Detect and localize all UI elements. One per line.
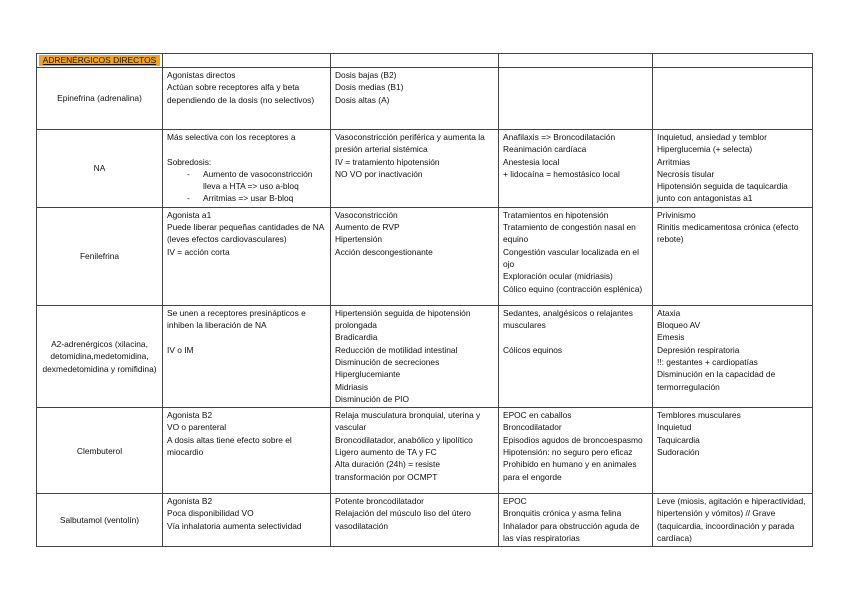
cell-line: Disminución de secreciones — [335, 356, 440, 367]
cell-line: EPOC — [503, 496, 527, 507]
cell-line: Agonistas directos — [167, 70, 236, 80]
cell-line: Relajación del músculo liso del útero vasodilatación — [335, 508, 471, 531]
cell-line: Privinismo — [657, 209, 696, 220]
cell-line: Tratamientos en hipotensión — [503, 209, 609, 220]
drug-name-cell — [37, 494, 163, 547]
adrenergic-drugs-table — [36, 53, 813, 547]
cell-line: Hipertensión — [335, 234, 383, 245]
effects-cell — [331, 68, 499, 130]
cell-line: Acción descongestionante — [335, 246, 433, 257]
cell-line: Anestesia local — [503, 156, 560, 167]
cell-line: Puede liberar pequeñas cantidades de NA (leves efectos cardiovasculares) — [167, 222, 324, 245]
effects-cell — [331, 305, 499, 407]
cell-line: Inquietud — [657, 422, 692, 433]
table-row — [37, 494, 813, 547]
cell-line: Ataxia — [657, 307, 681, 318]
cell-line: Hiperglucemiante — [335, 369, 401, 380]
cell-line: Vía inhalatoria aumenta selectividad — [167, 520, 302, 531]
drug-name-cell — [37, 408, 163, 494]
cell-line: Sedantes, analgésicos o relajantes musculares — [503, 307, 633, 331]
cell-line: Vasoconstricción — [335, 209, 398, 220]
mechanism-cell — [163, 130, 331, 208]
cell-line: !!: gestantes + cardiopatías — [657, 356, 758, 367]
cell-line: Hipertensión seguida de hipotensión prolongada — [335, 307, 471, 331]
adverse-effects-cell — [653, 207, 813, 305]
cell-line: Depresión respiratoria — [657, 344, 740, 355]
cell-line: IV = tratamiento hipotensión — [335, 156, 440, 167]
cell-line: Cólicos equinos — [503, 344, 563, 355]
drug-name: Salbutamol (ventolín) — [59, 515, 140, 526]
cell-line: + lidocaína = hemostásico local — [503, 168, 620, 179]
cell-line — [503, 331, 648, 343]
cell-line: Episodios agudos de broncoespasmo — [503, 434, 643, 445]
uses-cell — [499, 130, 653, 208]
cell-line: Inhalador para obstrucción aguda de las vías respiratorias — [503, 520, 640, 544]
cell-line: Potente broncodilatador — [335, 496, 424, 507]
cell-line: Broncodilatador — [503, 422, 562, 433]
cell-line: Bronquitis crónica y asma felina — [503, 508, 622, 519]
cell-line: IV o IM — [167, 344, 194, 355]
cell-line: Agonista a1 — [167, 209, 212, 220]
uses-cell — [499, 68, 653, 130]
effects-cell — [331, 207, 499, 305]
mechanism-cell — [163, 408, 331, 494]
drug-name: A2-adrenérgicos (xilacina, detomidina,medetomidina, dexmedetomidina y romifidina) — [42, 339, 157, 374]
cell-line: Más selectiva con los receptores a — [167, 132, 296, 142]
cell-line: Disminución en la capacidad de termorregulación — [657, 369, 776, 392]
cell-line: Arritmias — [657, 156, 691, 167]
uses-cell — [499, 408, 653, 494]
cell-line: Taquicardia — [657, 434, 700, 445]
overdose-list — [167, 168, 326, 205]
cell-line: Alta duración (24h) = resiste transformación por OCMPT — [335, 459, 440, 482]
cell-line: Emesis — [657, 332, 685, 343]
cell-line: Tratamiento de congestión nasal en equino — [503, 222, 636, 245]
cell-line: Inquietud, ansiedad y temblor — [657, 132, 767, 142]
table-row — [37, 68, 813, 130]
adverse-effects-cell — [653, 494, 813, 547]
table-title: ADRENÉRGICOS DIRECTOS — [39, 55, 160, 66]
drug-name: Clembuterol — [76, 445, 123, 456]
cell-line: Congestión vascular localizada en el ojo — [503, 246, 639, 269]
cell-line: Agonista B2 — [167, 496, 213, 507]
cell-line: Dosis bajas (B2) — [335, 70, 397, 80]
cell-line: Agonista B2 — [167, 410, 213, 421]
cell-line: Temblores musculares — [657, 410, 741, 421]
drug-name: Epinefrina (adrenalina) — [57, 93, 142, 104]
cell-line: Poca disponibilidad VO — [167, 508, 254, 519]
cell-line: NO VO por inactivación — [335, 168, 423, 179]
empty-header-cell — [653, 54, 813, 68]
cell-line: Disminución de PIO — [335, 393, 410, 404]
cell-line — [167, 143, 326, 155]
cell-line: Dosis medias (B1) — [335, 82, 404, 93]
cell-line: VO o parenteral — [167, 422, 227, 433]
adverse-effects-cell — [653, 68, 813, 130]
cell-line: Hipotensión seguida de taquicardia junto con antagonistas a1 — [657, 181, 788, 204]
adverse-effects-cell — [653, 130, 813, 208]
empty-header-cell — [163, 54, 331, 68]
cell-line: Hiperglucemia (+ selecta) — [657, 144, 753, 155]
cell-line: EPOC en caballos — [503, 410, 572, 421]
cell-line: Hipotensión: no seguro pero eficaz — [503, 447, 633, 458]
drug-name-cell — [37, 68, 163, 130]
table-header-row — [37, 54, 813, 68]
drug-name-cell — [37, 130, 163, 208]
cell-line: Sobredosis: — [167, 156, 212, 167]
drug-name-cell — [37, 305, 163, 407]
uses-cell — [499, 494, 653, 547]
cell-line: Anafilaxis => Broncodilatación — [503, 132, 616, 142]
adverse-effects-cell — [653, 408, 813, 494]
cell-line: Reanimación cardíaca — [503, 144, 587, 155]
list-item: - Arritmias => usar B-bloq — [197, 192, 326, 204]
cell-line: IV = acción corta — [167, 246, 230, 257]
mechanism-cell — [163, 68, 331, 130]
cell-line: Reducción de motilidad intestinal — [335, 344, 458, 355]
mechanism-cell — [163, 305, 331, 407]
cell-line: Dosis altas (A) — [335, 94, 390, 105]
cell-line: Actúan sobre receptores alfa y beta dependiendo de la dosis (no selectivos) — [167, 82, 315, 105]
cell-line: Bloqueo AV — [657, 320, 701, 331]
table-title-cell — [37, 54, 163, 68]
cell-line — [167, 331, 326, 343]
cell-line: Broncodilatador, anabólico y lipolítico — [335, 434, 473, 445]
cell-line: Aumento de RVP — [335, 222, 400, 233]
cell-line: Rinitis medicamentosa crónica (efecto rebote) — [657, 222, 799, 245]
cell-line: Cólico equino (contracción esplénica) — [503, 283, 643, 294]
table-row — [37, 305, 813, 407]
drug-name: NA — [93, 163, 106, 174]
empty-header-cell — [331, 54, 499, 68]
uses-cell — [499, 207, 653, 305]
cell-line: Se unen a receptores presinápticos e inhiben la liberación de NA — [167, 307, 306, 331]
cell-line: Midriasis — [335, 381, 369, 392]
cell-line: Sudoración — [657, 447, 700, 458]
effects-cell — [331, 408, 499, 494]
cell-line: Ligero aumento de TA y FC — [335, 447, 437, 458]
mechanism-cell — [163, 494, 331, 547]
cell-line: Prohibido en humano y en animales para el engorde — [503, 459, 637, 482]
drug-name-cell — [37, 207, 163, 305]
adverse-effects-cell — [653, 305, 813, 407]
table-row — [37, 130, 813, 208]
list-item: - Aumento de vasoconstricción lleva a HTA => uso a-bloq — [197, 168, 326, 193]
cell-line: Exploración ocular (midriasis) — [503, 271, 613, 282]
uses-cell — [499, 305, 653, 407]
cell-line: Bradicardia — [335, 332, 378, 343]
table-row — [37, 408, 813, 494]
drug-name: Fenilefrina — [79, 251, 120, 262]
empty-header-cell — [499, 54, 653, 68]
table-row — [37, 207, 813, 305]
cell-line: Leve (miosis, agitación e hiperactividad, hipertensión y vómitos) // Grave (taquicardia, incoordinación y parada cardíaca) — [657, 496, 806, 544]
effects-cell — [331, 130, 499, 208]
mechanism-cell — [163, 207, 331, 305]
cell-line: A dosis altas tiene efecto sobre el miocardio — [167, 434, 292, 458]
effects-cell — [331, 494, 499, 547]
cell-line: Vasoconstricción periférica y aumenta la presión arterial sistémica — [335, 132, 485, 155]
cell-line: Relaja musculatura bronquial, uterina y vascular — [335, 410, 481, 433]
cell-line: Necrosis tisular — [657, 168, 715, 179]
